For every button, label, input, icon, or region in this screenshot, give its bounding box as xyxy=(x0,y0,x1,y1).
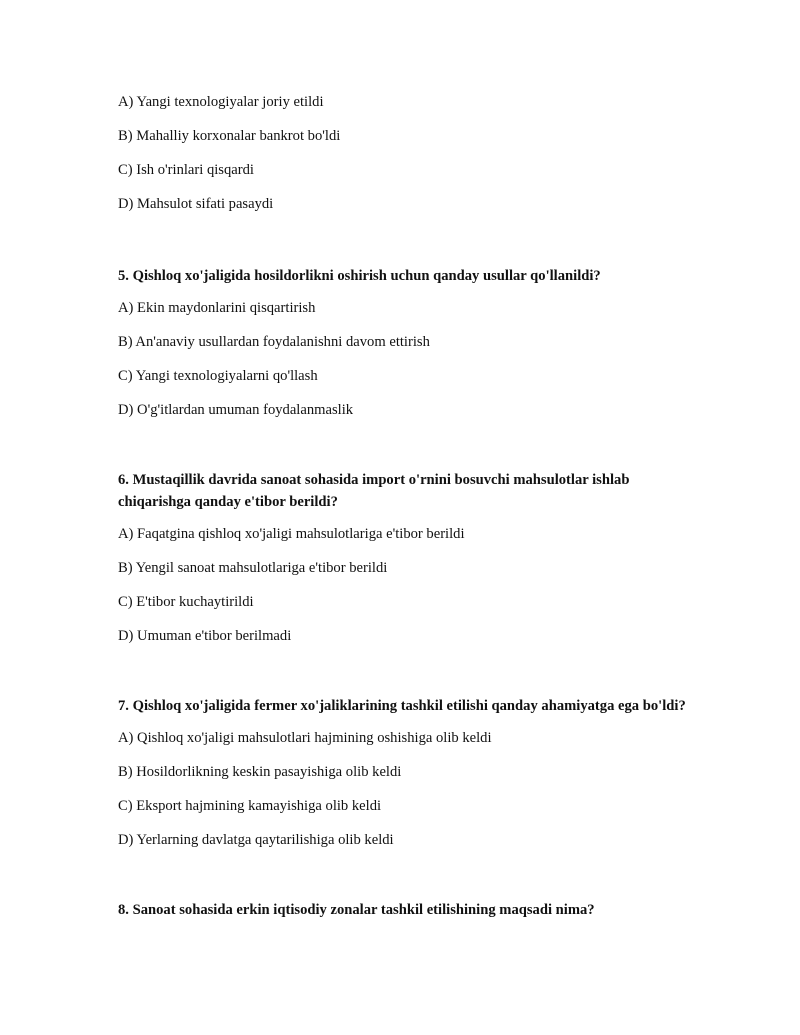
option-c: C) Yangi texnologiyalarni qo'llash xyxy=(118,368,318,384)
option-b: B) Hosildorlikning keskin pasayishiga olib keldi xyxy=(118,764,402,780)
question-7 xyxy=(118,695,698,849)
document-page xyxy=(118,93,698,933)
option-a: A) Qishloq xo'jaligi mahsulotlari hajmining oshishiga olib keldi xyxy=(118,730,492,746)
option-b: B) Mahalliy korxonalar bankrot bo'ldi xyxy=(118,128,341,144)
question-text: 7. Qishloq xo'jaligida fermer xo'jaliklarining tashkil etilishi qanday ahamiyatga ega bo'ldi? xyxy=(118,698,686,714)
option-d: D) O'g'itlardan umuman foydalanmaslik xyxy=(118,402,354,418)
question-8 xyxy=(118,899,698,921)
option-a: A) Faqatgina qishloq xo'jaligi mahsulotlariga e'tibor berildi xyxy=(118,526,465,542)
option-d: D) Yerlarning davlatga qaytarilishiga olib keldi xyxy=(118,832,394,848)
option-a: A) Yangi texnologiyalar joriy etildi xyxy=(118,94,324,110)
question-text: 6. Mustaqillik davrida sanoat sohasida import o'rnini bosuvchi mahsulotlar ishlab chiqarishga qanday e'tibor berildi? xyxy=(118,472,630,510)
option-b: B) An'anaviy usullardan foydalanishni davom ettirish xyxy=(118,334,430,350)
option-d: D) Mahsulot sifati pasaydi xyxy=(118,196,274,212)
option-d: D) Umuman e'tibor berilmadi xyxy=(118,628,292,644)
question-text: 8. Sanoat sohasida erkin iqtisodiy zonalar tashkil etilishining maqsadi nima? xyxy=(118,902,595,918)
question-text: 5. Qishloq xo'jaligida hosildorlikni oshirish uchun qanday usullar qo'llanildi? xyxy=(118,268,601,284)
previous-question-options xyxy=(118,93,698,213)
option-c: C) Ish o'rinlari qisqardi xyxy=(118,162,254,178)
question-6 xyxy=(118,469,698,645)
option-b: B) Yengil sanoat mahsulotlariga e'tibor berildi xyxy=(118,560,388,576)
option-c: C) Eksport hajmining kamayishiga olib keldi xyxy=(118,798,382,814)
option-c: C) E'tibor kuchaytirildi xyxy=(118,594,254,610)
question-5 xyxy=(118,265,698,419)
option-a: A) Ekin maydonlarini qisqartirish xyxy=(118,300,316,316)
